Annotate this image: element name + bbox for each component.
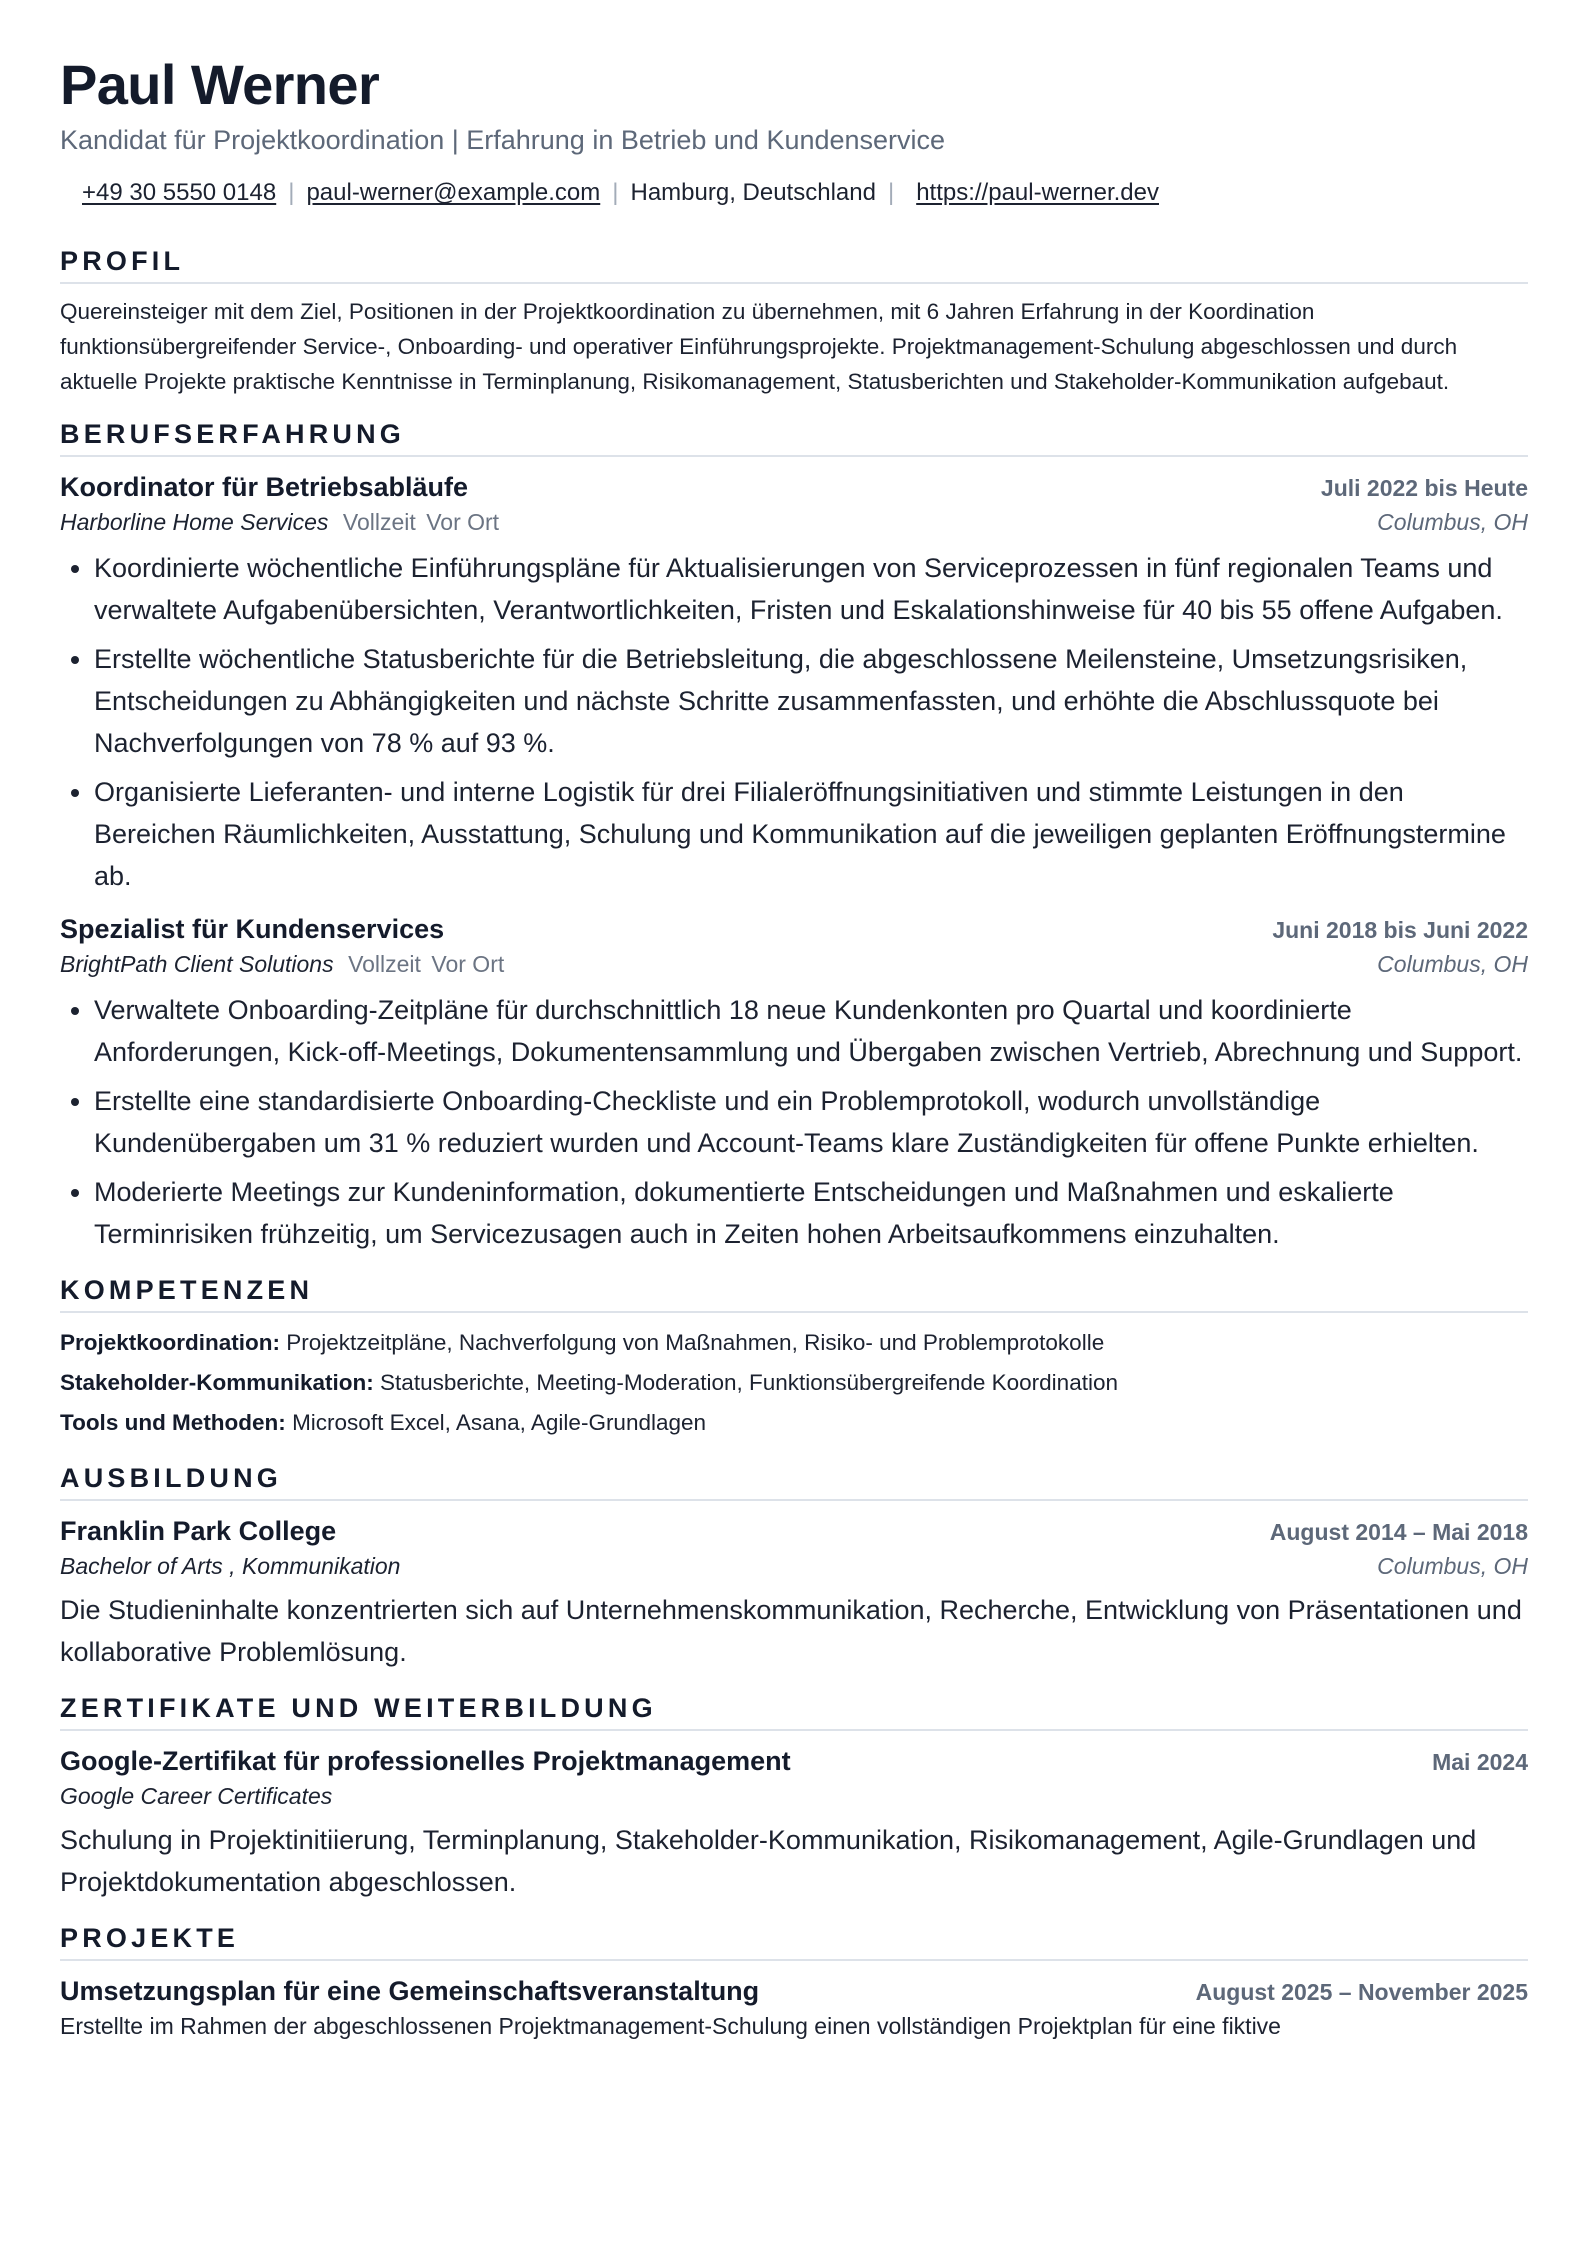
separator: | [612,179,619,206]
project-name: Umsetzungsplan für eine Gemeinschaftsveranstaltung [60,1976,760,2006]
job-date: Juli 2022 bis Heute [1320,475,1528,501]
certificate-entry [60,1743,1528,1903]
job-entry [60,911,1528,1255]
skill-line [60,1363,1528,1403]
location-text: Hamburg, Deutschland [630,179,876,206]
skills-list [60,1323,1528,1443]
bullet-item: • Organisierte Lieferanten- und interne Logistik für drei Filialeröffnungsinitiativen und stimmte Leistungen in den Bereichen Räumlichkeiten, Ausstattung, Schulung und Kommunikation auf die jeweiligen geplanten Eröffnungstermine ab. [94,771,1528,897]
skill-category: Stakeholder-Kommunikation: [60,1370,374,1395]
bullet-item: • Verwaltete Onboarding-Zeitpläne für durchschnittlich 18 neue Kundenkonten pro Quartal und koordinierte Anforderungen, Kick-off-Meetings, Dokumentensammlung und Übergaben zwischen Vertrieb, Abrechnung und Support. [94,989,1528,1073]
candidate-headline: Kandidat für Projektkoordination | Erfahrung in Betrieb und Kundenservice [60,125,946,155]
skill-line [60,1323,1528,1363]
skill-category: Projektkoordination: [60,1330,281,1355]
section-title-education: AUSBILDUNG [60,1461,1528,1501]
job-location: Columbus, OH [1377,951,1528,977]
contact-line [60,176,1528,210]
employment-type: Vollzeit [342,509,416,535]
job-entry [60,469,1528,897]
skill-line [60,1403,1528,1443]
certificate-description: Schulung in Projektinitiierung, Terminplanung, Stakeholder-Kommunikation, Risikomanagement, Agile-Grundlagen und Projektdokumentation abgeschlossen. [60,1825,1477,1897]
degree: Bachelor of Arts , Kommunikation [60,1553,401,1579]
skill-values: Projektzeitpläne, Nachverfolgung von Maßnahmen, Risiko- und Problemprotokolle [286,1330,1105,1355]
project-date: August 2025 – November 2025 [1195,1979,1528,2005]
job-title: Koordinator für Betriebsabläufe [60,472,469,502]
candidate-name: Paul Werner [60,53,380,116]
project-entry [60,1973,1528,2043]
job-location: Columbus, OH [1377,509,1528,535]
certificate-name: Google-Zertifikat für professionelles Projektmanagement [60,1746,791,1776]
website-link[interactable]: https://paul-werner.dev [916,179,1159,206]
section-title-projects: PROJEKTE [60,1921,1528,1961]
phone-link[interactable]: +49 30 5550 0148 [82,179,277,206]
section-title-profil: PROFIL [60,244,1528,284]
separator: | [288,179,295,206]
company-name: BrightPath Client Solutions [60,951,334,977]
education-location: Columbus, OH [1377,1553,1528,1579]
section-title-certificates: ZERTIFIKATE UND WEITERBILDUNG [60,1691,1528,1731]
separator: | [887,179,895,206]
job-bullets [60,547,1528,897]
job-bullets [60,989,1528,1255]
education-date: August 2014 – Mai 2018 [1269,1519,1528,1545]
work-mode: Vor Ort [431,951,505,977]
skill-category: Tools und Methoden: [60,1410,286,1435]
employment-type: Vollzeit [348,951,421,977]
certificate-issuer: Google Career Certificates [60,1783,333,1809]
email-link[interactable]: paul-werner@example.com [306,179,601,206]
profile-text: Quereinsteiger mit dem Ziel, Positionen in der Projektkoordination zu übernehmen, mit 6 Jahren Erfahrung in der Koordination funktionsübergreifender Service-, Onboarding- und operativer Einführungsprojekte. Projektmanagement-Schulung abgeschlossen und durch aktuelle Projekte praktische Kenntnisse in Terminplanung, Risikomanagement, Statusberichten und Stakeholder-Kommunikation aufgebaut. [60,299,1458,394]
certificate-date: Mai 2024 [1432,1749,1528,1775]
education-description: Die Studieninhalte konzentrierten sich auf Unternehmenskommunikation, Recherche, Entwicklung von Präsentationen und kollaborative Problemlösung. [60,1595,1522,1667]
job-title: Spezialist für Kundenservices [60,914,445,944]
work-mode: Vor Ort [426,509,500,535]
skill-values: Statusberichte, Meeting-Moderation, Funktionsübergreifende Koordination [380,1370,1118,1395]
section-title-skills: KOMPETENZEN [60,1273,1528,1313]
bullet-item: • Erstellte wöchentliche Statusberichte für die Betriebsleitung, die abgeschlossene Meilensteine, Umsetzungsrisiken, Entscheidungen zu Abhängigkeiten und nächste Schritte zusammenfassten, und erhöhte die Abschlussquote bei Nachverfolgungen von 78 % auf 93 %. [94,638,1528,764]
bullet-item: • Moderierte Meetings zur Kundeninformation, dokumentierte Entscheidungen und Maßnahmen und eskalierte Terminrisiken frühzeitig, um Servicezusagen auch in Zeiten hohen Arbeitsaufkommens einzuhalten. [94,1171,1528,1255]
section-title-experience: BERUFSERFAHRUNG [60,417,1528,457]
bullet-item: • Erstellte eine standardisierte Onboarding-Checkliste und ein Problemprotokoll, wodurch unvollständige Kundenübergaben um 31 % reduziert wurden und Account-Teams klare Zuständigkeiten für offene Punkte erhielten. [94,1080,1528,1164]
school-name: Franklin Park College [60,1516,337,1546]
education-entry [60,1513,1528,1673]
bullet-item: • Koordinierte wöchentliche Einführungspläne für Aktualisierungen von Serviceprozessen in fünf regionalen Teams und verwaltete Aufgabenübersichten, Verantwortlichkeiten, Fristen und Eskalationshinweise für 40 bis 55 offene Aufgaben. [94,547,1528,631]
skill-values: Microsoft Excel, Asana, Agile-Grundlagen [292,1410,707,1435]
company-name: Harborline Home Services [60,509,329,535]
project-description: Erstellte im Rahmen der abgeschlossenen Projektmanagement-Schulung einen vollständigen Projektplan für eine fiktive [60,2013,1281,2039]
job-date: Juni 2018 bis Juni 2022 [1272,917,1528,943]
